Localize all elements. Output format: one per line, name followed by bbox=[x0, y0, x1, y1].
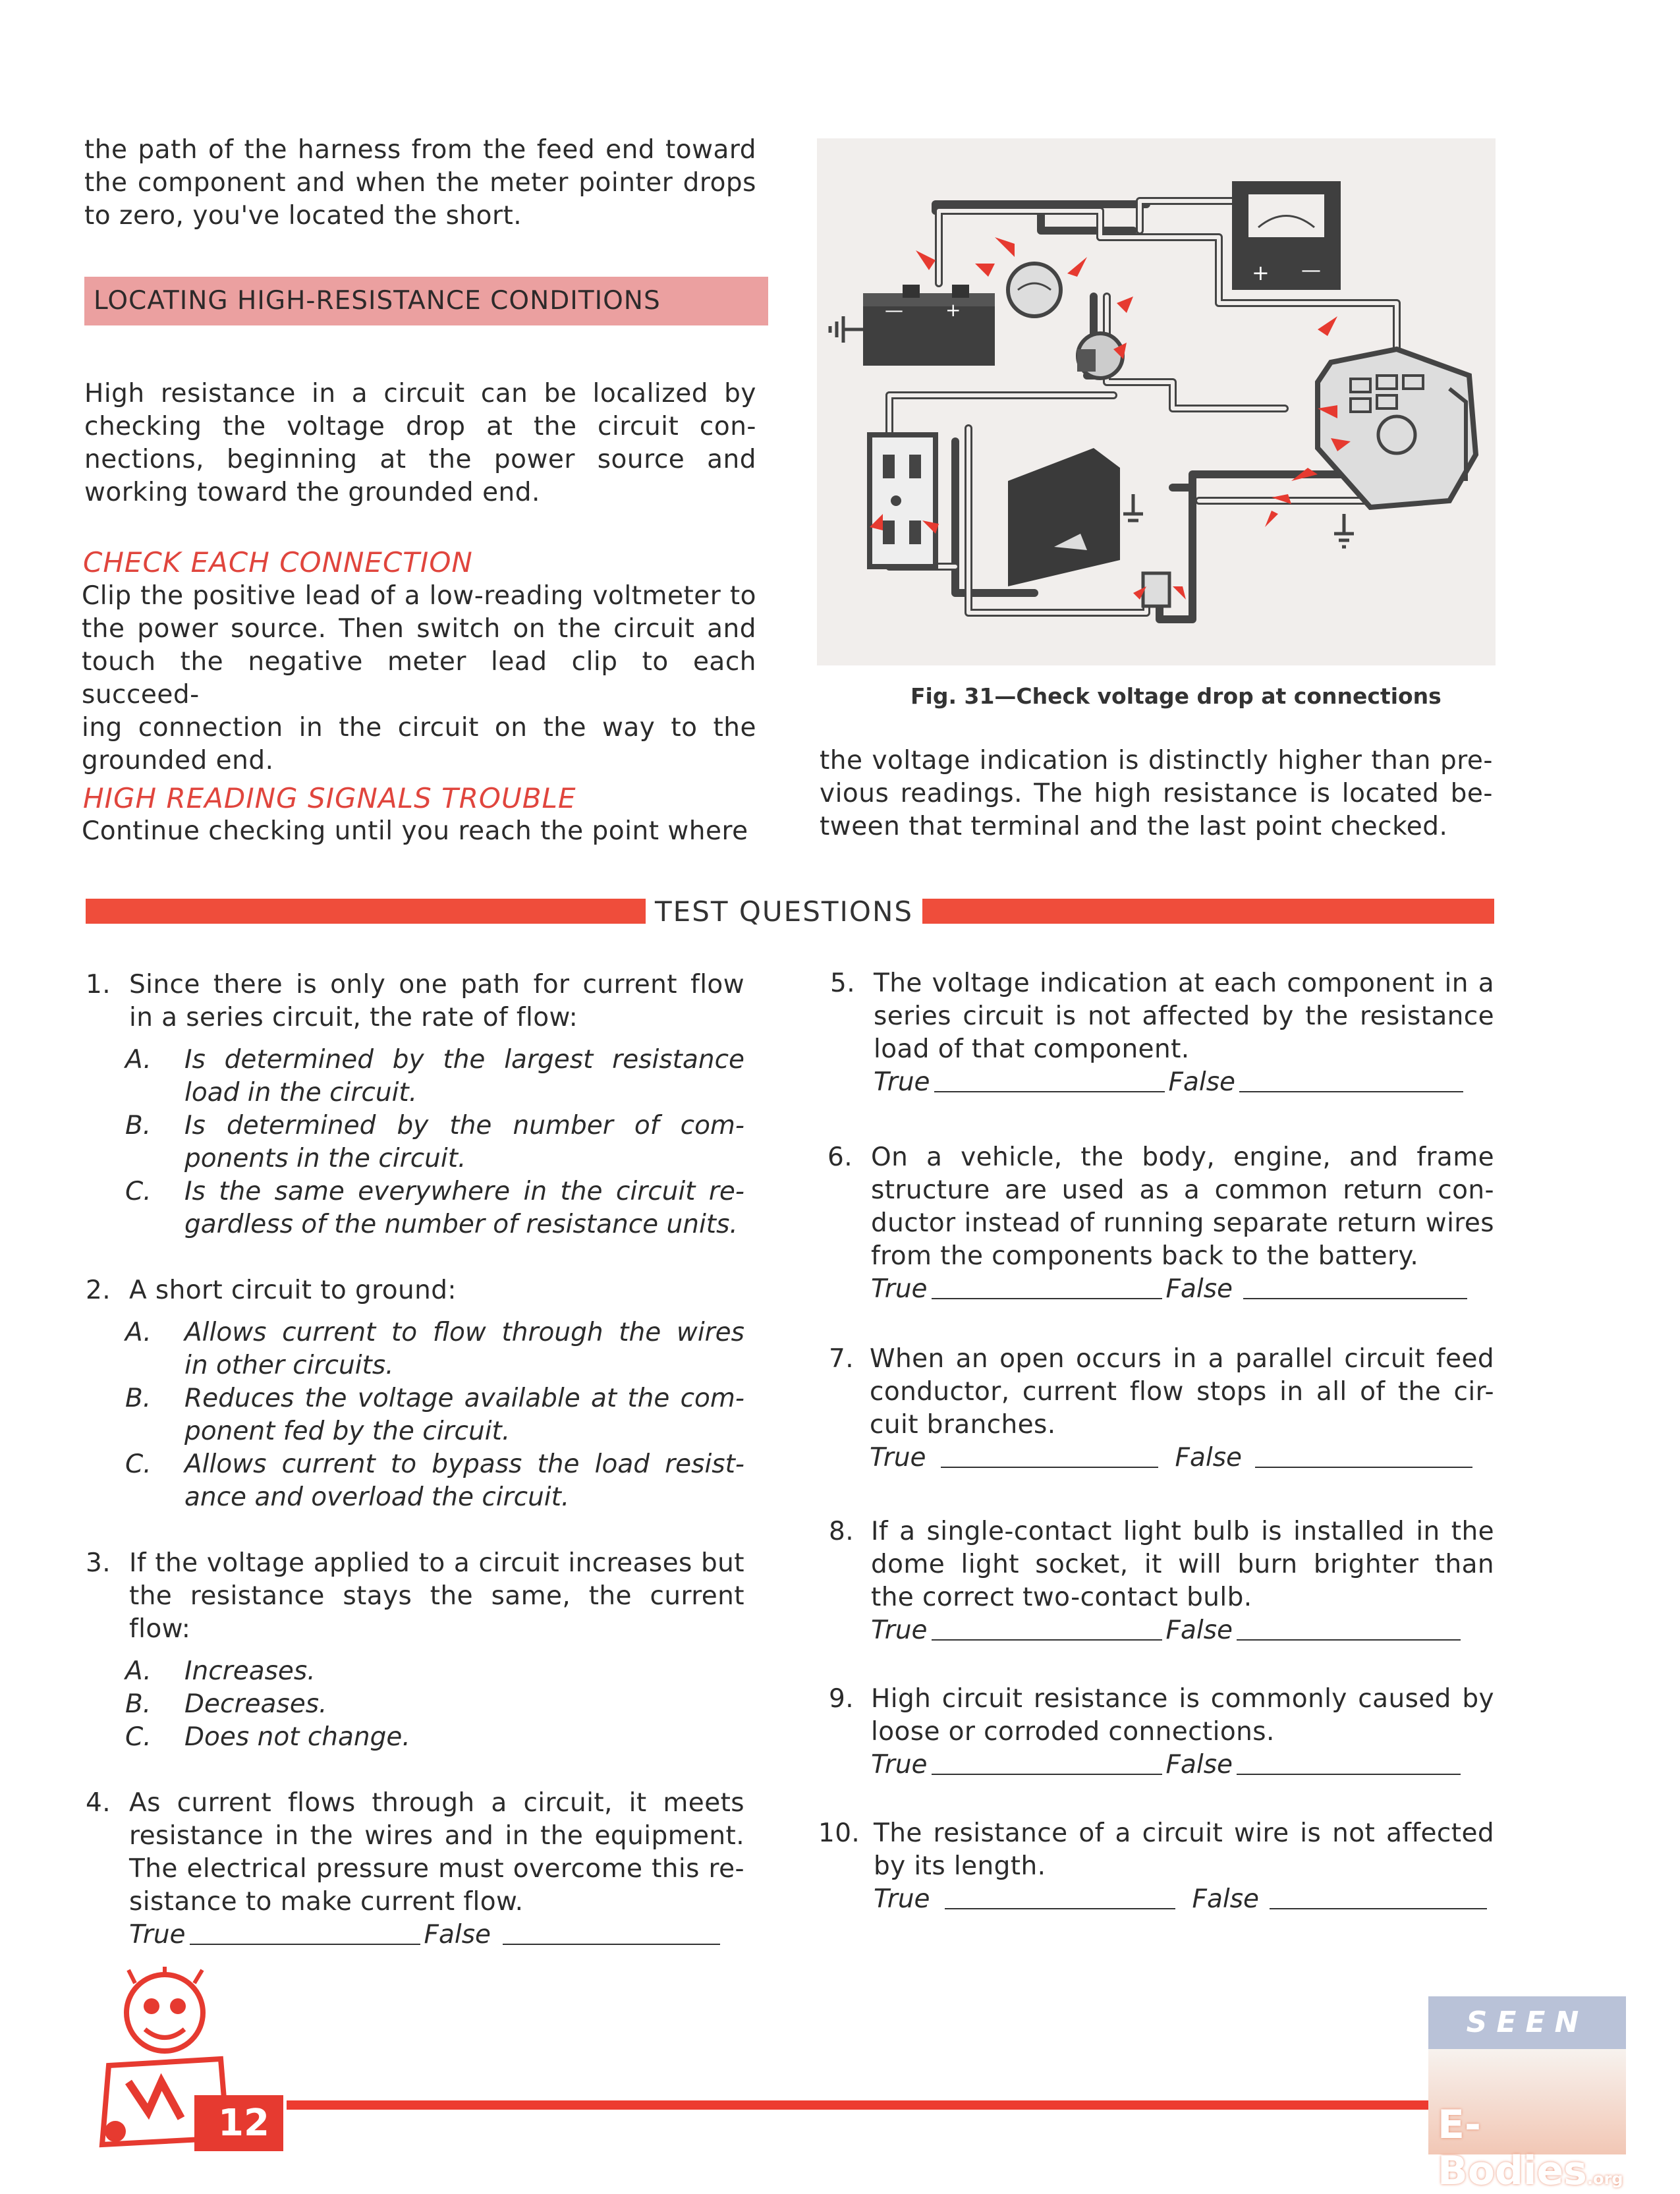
question-2-option-c: C. Allows current to bypass the load resist- ance and overload the circuit. bbox=[125, 1449, 744, 1512]
question-4-true-false bbox=[129, 1919, 744, 1952]
section-heading: LOCATING HIGH-RESISTANCE CONDITIONS bbox=[94, 286, 661, 316]
false-answer-line[interactable] bbox=[1237, 1617, 1461, 1641]
circuit-diagram bbox=[817, 138, 1496, 665]
false-label: False bbox=[424, 1920, 491, 1950]
true-answer-line[interactable] bbox=[932, 1276, 1162, 1299]
true-answer-line[interactable] bbox=[932, 1617, 1162, 1641]
question-2-option-b: B. Reduces the voltage available at the com- ponent fed by the circuit. bbox=[125, 1384, 744, 1446]
check-connection-paragraph: Clip the positive lead of a low-reading voltmeter to the power source. Then switch on the circuit and touch the negative meter lead clip to each succeed- ing connection in the circuit on the way to the grounded end. bbox=[82, 581, 756, 775]
question-3-option-b: B. Decreases. bbox=[125, 1689, 327, 1719]
true-answer-line[interactable] bbox=[190, 1921, 420, 1945]
question-2: 2. A short circuit to ground: bbox=[86, 1276, 457, 1305]
question-1-option-a: A. Is determined by the largest resistance load in the circuit. bbox=[125, 1045, 744, 1108]
question-1: 1. Since there is only one path for current flow in a series circuit, the rate of flow: bbox=[86, 970, 744, 1032]
question-6: 6. On a vehicle, the body, engine, and frame structure are used as a common return con- ductor instead of running separate return wires from the components back to the battery. bbox=[827, 1142, 1494, 1271]
question-9: 9. High circuit resistance is commonly caused by loose or corroded connections. bbox=[829, 1684, 1494, 1747]
fuse-block-icon bbox=[870, 435, 936, 567]
svg-text:+: + bbox=[1252, 260, 1270, 285]
question-6-true-false: True False bbox=[871, 1273, 1494, 1306]
question-7-true-false: True False bbox=[870, 1442, 1494, 1475]
question-3: 3. If the voltage applied to a circuit increases but the resistance stays the same, the current flow: bbox=[86, 1548, 744, 1644]
top-left-paragraph: the path of the harness from the feed end toward the component and when the meter pointer drops to zero, you've located the short. bbox=[84, 135, 756, 231]
question-8-true-false: True False bbox=[871, 1614, 1494, 1647]
test-questions-title: TEST QUESTIONS bbox=[646, 895, 922, 928]
question-1-option-b: B. Is determined by the number of com- ponents in the circuit. bbox=[125, 1111, 744, 1173]
question-8: 8. If a single-contact light bulb is installed in the dome light socket, it will burn brighter than the correct two-contact bulb. bbox=[829, 1517, 1494, 1612]
false-answer-line[interactable] bbox=[1239, 1069, 1463, 1092]
page-number: 12 bbox=[218, 2102, 269, 2145]
question-10-true-false: True False bbox=[874, 1883, 1494, 1916]
watermark-top: SEEN bbox=[1428, 1996, 1626, 2049]
false-answer-line[interactable] bbox=[1237, 1751, 1461, 1775]
gauge-icon bbox=[1008, 264, 1061, 316]
questions-left-column bbox=[86, 969, 744, 1952]
watermark-bottom: E-Bodies bbox=[1438, 2102, 1587, 2194]
questions-right-column bbox=[818, 967, 1494, 1916]
test-questions-title-wrap bbox=[646, 892, 922, 932]
question-5-true-false: True False bbox=[874, 1066, 1494, 1099]
question-1-option-c: C. Is the same everywhere in the circuit re- gardless of the number of resistance units. bbox=[125, 1177, 744, 1239]
footer-red-line bbox=[287, 2100, 1512, 2110]
true-label: True bbox=[129, 1920, 186, 1950]
section-heading-banner bbox=[84, 277, 768, 325]
true-answer-line[interactable] bbox=[932, 1751, 1162, 1775]
intro-paragraph: High resistance in a circuit can be localized by checking the voltage drop at the circuit con- nections, beginning at the power source and working toward the grounded end. bbox=[84, 379, 756, 507]
false-answer-line[interactable] bbox=[1270, 1886, 1487, 1909]
question-10: 10. The resistance of a circuit wire is not affected by its length. bbox=[818, 1818, 1494, 1881]
question-2-option-a: A. Allows current to flow through the wires in other circuits. bbox=[125, 1318, 744, 1380]
question-3-option-a: A. Increases. bbox=[125, 1656, 316, 1686]
svg-text:—: — bbox=[1301, 259, 1321, 282]
figure-caption: Fig. 31—Check voltage drop at connections bbox=[910, 683, 1442, 709]
high-reading-paragraph: Continue checking until you reach the point where bbox=[82, 816, 748, 846]
svg-text:+: + bbox=[945, 299, 961, 321]
true-answer-line[interactable] bbox=[941, 1444, 1158, 1468]
question-5: 5. The voltage indication at each component in a series circuit is not affected by the resistance load of that component. bbox=[830, 969, 1494, 1064]
question-3-option-c: C. Does not change. bbox=[125, 1722, 410, 1752]
mascot-logo bbox=[89, 1967, 287, 2151]
high-reading-heading: HIGH READING SIGNALS TROUBLE bbox=[83, 782, 576, 814]
watermark-badge bbox=[1428, 1996, 1626, 2194]
check-connection-heading: CHECK EACH CONNECTION bbox=[83, 546, 473, 578]
false-answer-line[interactable] bbox=[503, 1921, 720, 1945]
question-9-true-false: True False bbox=[871, 1749, 1494, 1782]
true-answer-line[interactable] bbox=[934, 1069, 1165, 1092]
false-answer-line[interactable] bbox=[1255, 1444, 1472, 1468]
right-paragraph: the voltage indication is distinctly higher than pre- vious readings. The high resistance is located be- tween that terminal and the last point checked. bbox=[820, 746, 1493, 841]
question-4: 4. As current flows through a circuit, it meets resistance in the wires and in the equipment. The electrical pressure must overcome this re- sistance to make current flow. bbox=[86, 1788, 744, 1917]
question-7: 7. When an open occurs in a parallel circuit feed conductor, current flow stops in all of the cir- cuit branches. bbox=[829, 1344, 1494, 1440]
false-answer-line[interactable] bbox=[1243, 1276, 1467, 1299]
true-answer-line[interactable] bbox=[945, 1886, 1175, 1909]
figure-31 bbox=[817, 138, 1496, 665]
watermark-suffix: .org bbox=[1586, 2170, 1623, 2188]
svg-text:—: — bbox=[885, 299, 903, 321]
